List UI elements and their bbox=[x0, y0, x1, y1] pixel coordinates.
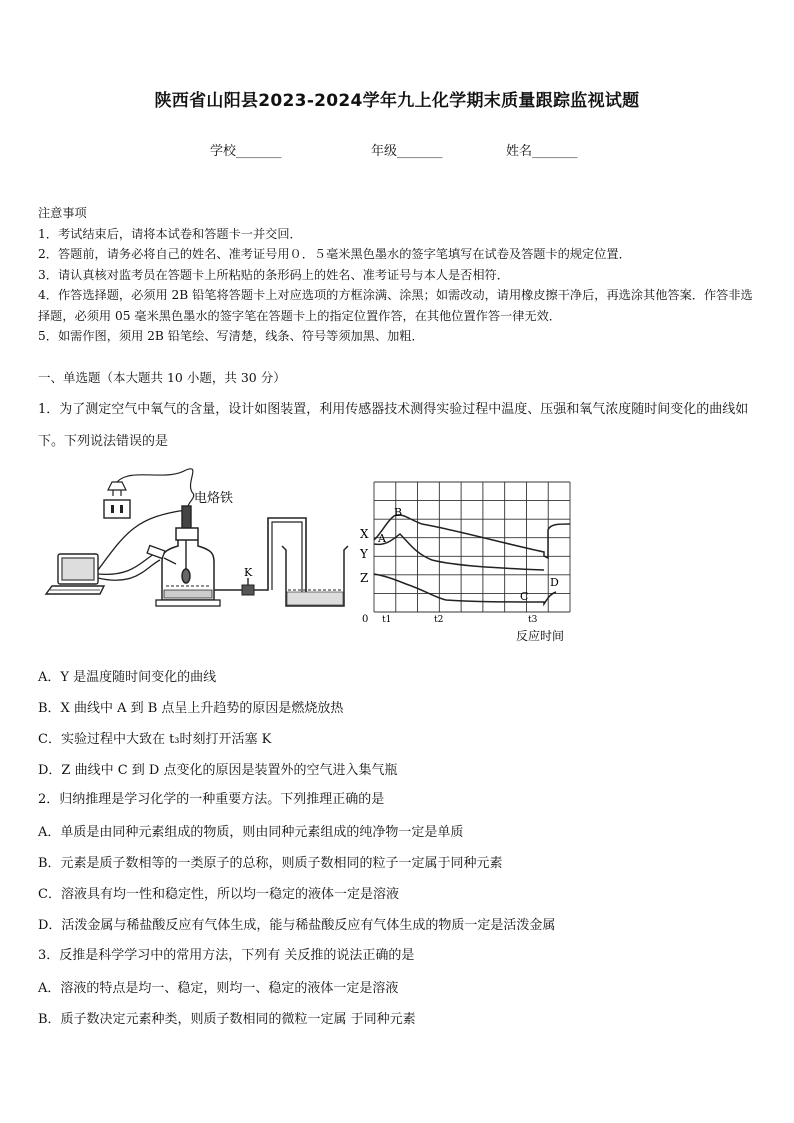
x-axis-label: 反应时间 bbox=[516, 629, 565, 643]
q2-option-c[interactable]: C．溶液具有均一性和稳定性，所以均一稳定的液体一定是溶液 bbox=[38, 887, 399, 902]
q2-option-b[interactable]: B．元素是质子数相等的一类原子的总称，则质子数相同的粒子一定属于同种元素 bbox=[38, 856, 503, 871]
question-3-stem: 3．反推是科学学习中的常用方法，下列有 关反推的说法正确的是 bbox=[38, 948, 415, 963]
curve-z bbox=[374, 574, 556, 604]
q2-option-d[interactable]: D．活泼金属与稀盐酸反应有气体生成，能与稀盐酸反应有气体生成的物质一定是活泼金属 bbox=[38, 918, 556, 933]
note-item-5: 5．如需作图，须用 2B 铅笔绘、写清楚，线条、符号等须加黑、加粗． bbox=[38, 329, 424, 343]
beaker-icon bbox=[282, 546, 348, 606]
point-label-c: C bbox=[520, 590, 529, 603]
tick-label-t1: t1 bbox=[382, 615, 392, 625]
school-field[interactable] bbox=[210, 140, 282, 159]
curve-label-y: Y bbox=[360, 547, 368, 561]
q1-option-a[interactable]: A．Y 是温度随时间变化的曲线 bbox=[38, 670, 217, 685]
name-label: 姓名 bbox=[506, 144, 533, 159]
name-field[interactable] bbox=[506, 140, 578, 159]
tick-label-t3: t3 bbox=[528, 615, 538, 625]
curve-label-x: X bbox=[360, 527, 369, 541]
school-blank: _______ bbox=[236, 144, 282, 159]
grade-field[interactable] bbox=[371, 140, 443, 159]
note-item-1: 1．考试结束后，请将本试卷和答题卡一并交回． bbox=[38, 226, 302, 241]
point-label-a: A bbox=[378, 532, 386, 545]
note-item-4: 4．作答选择题，必须用 2B 铅笔将答题卡上对应选项的方框涂满、涂黑；如需改动，请用橡皮擦干净后，再选涂其他答案．作答非选择题，必须用 05 毫米黑色墨水的签字笔在答题卡上的指定位置作答，在其他位置作答一律无效． bbox=[38, 288, 753, 323]
note-item-2: 2．答题前，请务必将自己的姓名、准考证号用０．５毫米黑色墨水的签字笔填写在试卷及答题卡的规定位置． bbox=[38, 247, 631, 261]
q2-option-a[interactable]: A．单质是由同种元素组成的物质，则由同种元素组成的纯净物一定是单质 bbox=[38, 825, 464, 840]
page-title: 陕西省山阳县2023-2024学年九上化学期末质量跟踪监视试题 bbox=[154, 91, 640, 111]
note-item-3: 3．请认真核对监考员在答题卡上所粘贴的条形码上的姓名、准考证号与本人是否相符． bbox=[38, 267, 509, 282]
plug-icon bbox=[108, 482, 126, 496]
q3-option-a[interactable]: A．溶液的特点是均一、稳定，则均一、稳定的液体一定是溶液 bbox=[38, 981, 399, 996]
curve-x bbox=[374, 515, 570, 558]
point-label-b: B bbox=[394, 506, 403, 519]
notes-section bbox=[38, 203, 760, 347]
axis-origin-label: 0 bbox=[362, 614, 369, 625]
laptop-icon bbox=[46, 554, 104, 594]
grade-label: 年级 bbox=[371, 144, 398, 159]
question-2-stem: 2．归纳推理是学习化学的一种重要方法。下列推理正确的是 bbox=[38, 792, 385, 807]
valve-k-label: K bbox=[244, 566, 253, 579]
tick-label-t2: t2 bbox=[434, 615, 444, 625]
section-heading: 一、单选题（本大题共 10 小题，共 30 分） bbox=[38, 370, 286, 385]
power-socket-icon bbox=[104, 500, 130, 518]
chart-grid bbox=[374, 482, 570, 612]
q3-option-b[interactable]: B．质子数决定元素种类，则质子数相同的微粒一定属 于同种元素 bbox=[38, 1012, 416, 1027]
q1-option-b[interactable]: B．X 曲线中 A 到 B 点呈上升趋势的原因是燃烧放热 bbox=[38, 701, 344, 716]
notes-heading: 注意事项 bbox=[38, 206, 87, 220]
q1-option-d[interactable]: D．Z 曲线中 C 到 D 点变化的原因是装置外的空气进入集气瓶 bbox=[38, 763, 398, 778]
q1-option-c[interactable]: C．实验过程中大致在 t₃时刻打开活塞 K bbox=[38, 732, 272, 747]
sensor-chart bbox=[359, 482, 570, 643]
point-label-d: D bbox=[550, 576, 559, 589]
figure-svg bbox=[36, 462, 596, 652]
soldering-iron-label: 电烙铁 bbox=[194, 491, 234, 506]
question-1-figure bbox=[36, 462, 596, 652]
flask-stand-icon bbox=[156, 600, 220, 606]
curve-label-z: Z bbox=[360, 571, 369, 585]
grade-blank: _______ bbox=[397, 144, 443, 159]
gas-bottle-icon bbox=[162, 528, 214, 600]
name-blank: _______ bbox=[532, 144, 578, 159]
valve-k-icon[interactable] bbox=[242, 578, 254, 595]
question-1-stem: 1．为了测定空气中氧气的含量，设计如图装置，利用传感器技术测得实验过程中温度、压强和氧气浓度随时间变化的曲线如下。下列说法错误的是 bbox=[38, 402, 749, 449]
school-label: 学校 bbox=[210, 144, 237, 159]
curve-y bbox=[374, 534, 544, 570]
